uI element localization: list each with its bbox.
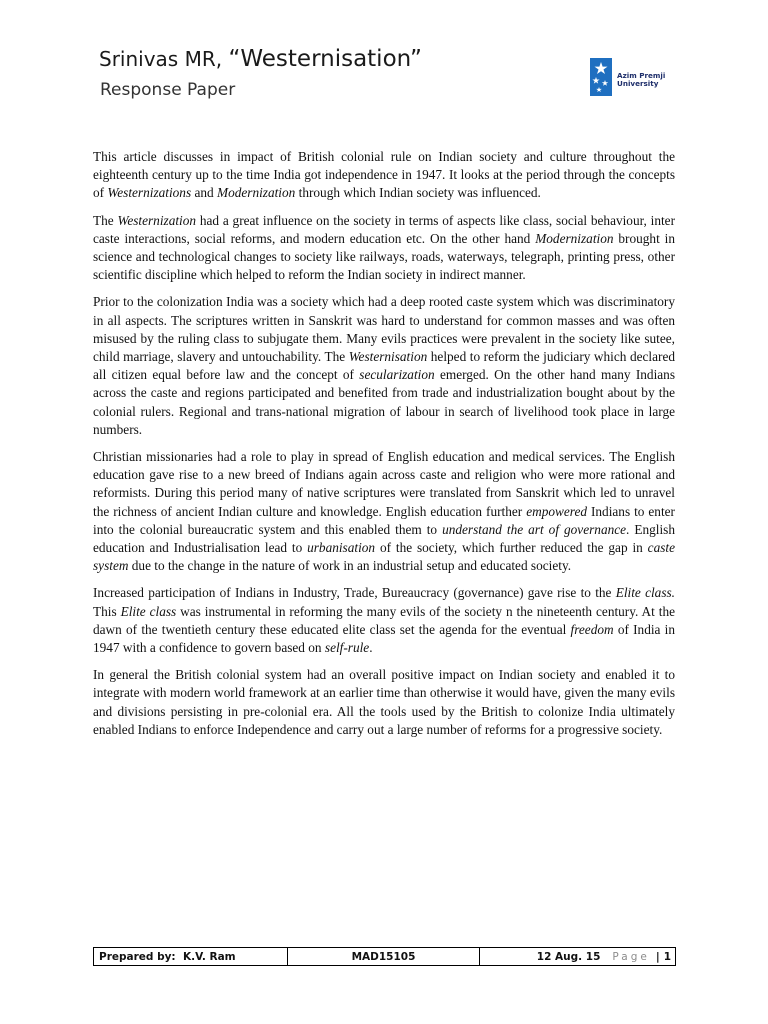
logo-text <box>617 72 665 88</box>
footer-table <box>93 947 676 966</box>
paragraph-text: through which Indian society was influenced. <box>295 185 541 201</box>
paragraph-text: helped to reform the judiciary which declared all citizen equal before law and the concept of <box>93 349 675 383</box>
logo-line-1: Azim Premji <box>617 71 666 80</box>
paragraph-text: . <box>369 640 373 656</box>
footer-date-page <box>480 948 675 965</box>
paragraph-text: due to the change in the nature of work in an industrial setup and educated society. <box>128 558 572 574</box>
paragraph-text: had a great influence on the society in terms of aspects like class, social behaviour, inter caste interactions, social reforms, and modern education etc. On the other hand <box>93 212 675 246</box>
body-paragraph <box>93 448 675 575</box>
paragraph-text: emerged. On the other hand many Indians across the caste and regions participated and benefited from trade and industrialization bought about by the colonial rulers. Regional and trans-national migration of labour in search of livelihood took place in large numbers. <box>93 367 675 437</box>
emphasized-term: Westernization <box>117 212 197 228</box>
paragraph-text: In general the British colonial system had an overall positive impact on Indian society and enabled it to integrate with modern world framework at an earlier time than otherwise it would have, given the many evils and divisions persisting in pre-colonial era. All the tools used by the British to colonize India ultimately enabled Indians to enforce Independence and carry out a large number of reforms for a progressive society. <box>93 667 675 737</box>
logo-line-2: University <box>617 79 659 88</box>
document-body <box>93 148 675 748</box>
emphasized-term: secularization <box>359 367 435 383</box>
emphasized-term: Westernizations <box>107 185 192 201</box>
paragraph-text: . English education and Industrialisation lead to <box>93 521 676 556</box>
body-paragraph <box>93 212 675 285</box>
emphasized-term: Westernisation <box>348 349 428 365</box>
emphasized-term: Elite class. <box>615 585 675 601</box>
paragraph-text: The <box>93 212 118 228</box>
document-header-title-line <box>99 46 422 72</box>
paragraph-text: brought in science and technological changes to society like railways, roads, waterways, telegraph, printing press, other scientific discipline which helped to reform the Indian society in indirect manner. <box>93 230 675 283</box>
footer-prepared-by: Prepared by: K.V. Ram <box>94 948 288 965</box>
emphasized-term: caste system <box>93 540 675 574</box>
paper-title: “Westernisation” <box>228 46 422 72</box>
footer-page-label: Page <box>612 950 650 963</box>
body-paragraph <box>93 293 675 439</box>
body-paragraph <box>93 584 675 657</box>
paragraph-text: Prior to the colonization India was a society which had a deep rooted caste system which was discriminatory in all aspects. The scriptures written in Sanskrit was hard to understand for common masses and was often misused by the ruling class to subjugate them. Many evils practices were prevalent in the society like sutee, child marriage, slavery and untouchability. The <box>93 294 675 365</box>
footer-course-code: MAD15105 <box>288 948 480 965</box>
paragraph-text: This <box>93 603 121 619</box>
body-paragraph <box>93 666 675 739</box>
footer-date: 12 Aug. 15 <box>536 950 601 963</box>
body-paragraph <box>93 148 675 203</box>
author-name: Srinivas MR, <box>99 47 223 71</box>
university-logo <box>590 58 680 98</box>
paper-subtitle: Response Paper <box>100 80 236 100</box>
footer-page-number: 1 <box>663 950 671 963</box>
emphasized-term: freedom <box>570 621 614 637</box>
paragraph-text: and <box>191 185 217 201</box>
emphasized-term: self-rule <box>324 640 370 656</box>
emphasized-term: Modernization <box>535 230 614 246</box>
paragraph-text: This article discusses in impact of British colonial rule on Indian society and culture throughout the eighteenth century up to the time India got independence in 1947. It looks at the period through the concepts of <box>93 149 675 201</box>
paragraph-text: Indians to enter into the colonial bureaucratic system and this enabled them to <box>93 503 675 537</box>
emphasized-term: empowered <box>526 503 588 519</box>
paragraph-text: of the society, which further reduced the gap in <box>375 540 648 556</box>
paragraph-text: Christian missionaries had a role to play in spread of English education and medical services. The English education gave rise to a new breed of Indians again across caste and religion who were more rational and reformists. During this period many of native scriptures were translated from Sanskrit which led to unravel the richness of ancient Indian culture and knowledge. English education further <box>93 449 675 519</box>
paragraph-text: Increased participation of Indians in Industry, Trade, Bureaucracy (governance) gave rise to the <box>93 585 616 601</box>
logo-mark-icon <box>590 58 612 96</box>
emphasized-term: Elite class <box>120 603 177 619</box>
paragraph-text: of India in 1947 with a confidence to govern based on <box>93 621 676 656</box>
emphasized-term: understand the art of governance <box>442 521 627 537</box>
paragraph-text: was instrumental in reforming the many evils of the society n the nineteenth century. At the dawn of the twentieth century these educated elite class set the agenda for the eventual <box>93 603 676 637</box>
emphasized-term: urbanisation <box>307 540 376 556</box>
emphasized-term: Modernization <box>217 185 296 201</box>
footer-page-separator: | <box>655 950 660 963</box>
